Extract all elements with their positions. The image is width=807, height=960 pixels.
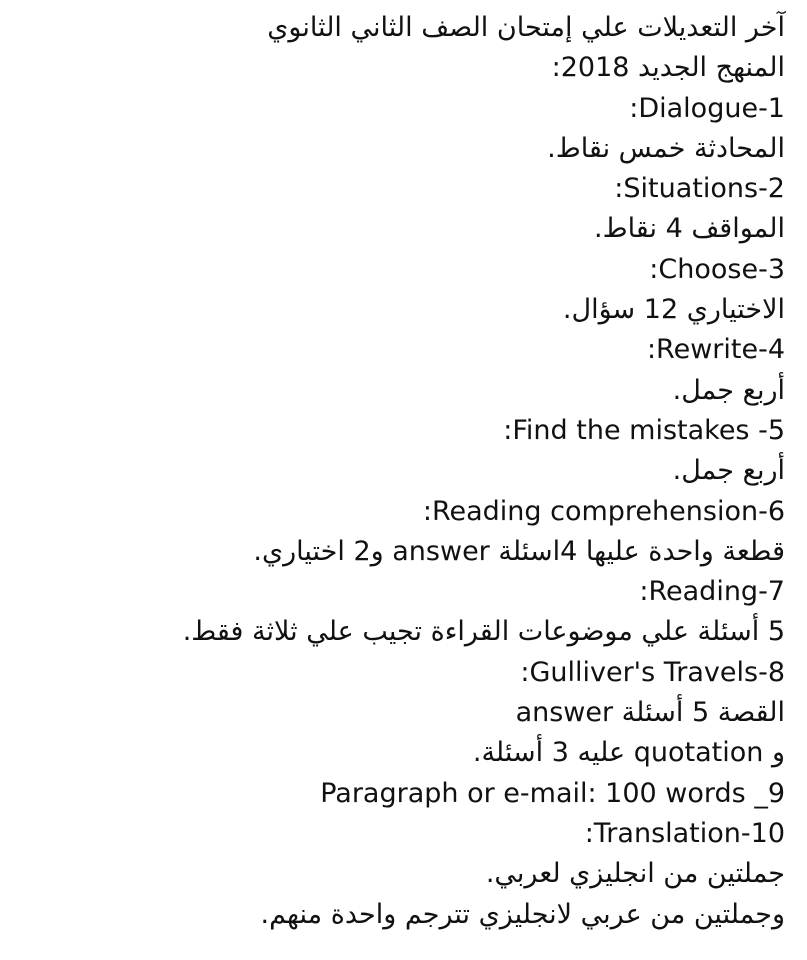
section-translation-detail-2: وجملتين من عربي لانجليزي تترجم واحدة منهم. [260,898,785,930]
section-paragraph-line: Paragraph or e-mail: 100 words _9 [320,777,785,809]
section-mistakes-heading: :Find the mistakes -5 [503,414,785,446]
section-translation-heading: :Translation-10 [584,817,785,849]
section-situations-detail: المواقف 4 نقاط. [594,213,785,245]
doc-title-line: آخر التعديلات علي إمتحان الصف الثاني الثانوي [267,12,785,43]
section-rewrite-detail: أربع جمل. [672,374,785,406]
section-gulliver-heading: :Gulliver's Travels-8 [520,656,785,688]
section-comprehension-detail: قطعة واحدة عليها 4اسئلة answer و2 اختياري. [253,535,785,567]
section-gulliver-detail: القصة 5 أسئلة answer [515,697,785,729]
section-mistakes-detail: أربع جمل. [672,455,785,487]
section-reading-heading: :Reading-7 [639,576,785,608]
section-comprehension-heading: :Reading comprehension-6 [422,495,785,527]
section-rewrite-heading: :Rewrite-4 [646,334,785,366]
curriculum-line: المنهج الجديد 2018: [551,52,785,84]
section-dialogue-detail: المحادثة خمس نقاط. [547,132,785,164]
section-situations-heading: :Situations-2 [614,173,785,205]
section-translation-detail-1: جملتين من انجليزي لعربي. [485,858,785,890]
section-dialogue-heading: :Dialogue-1 [629,92,785,124]
section-choose-detail: الاختياري 12 سؤال. [562,294,785,326]
section-gulliver-quotation: و quotation عليه 3 أسئلة. [472,737,785,769]
section-reading-detail: 5 أسئلة علي موضوعات القراءة تجيب علي ثلاثة فقط. [182,616,785,648]
section-choose-heading: :Choose-3 [649,253,785,285]
